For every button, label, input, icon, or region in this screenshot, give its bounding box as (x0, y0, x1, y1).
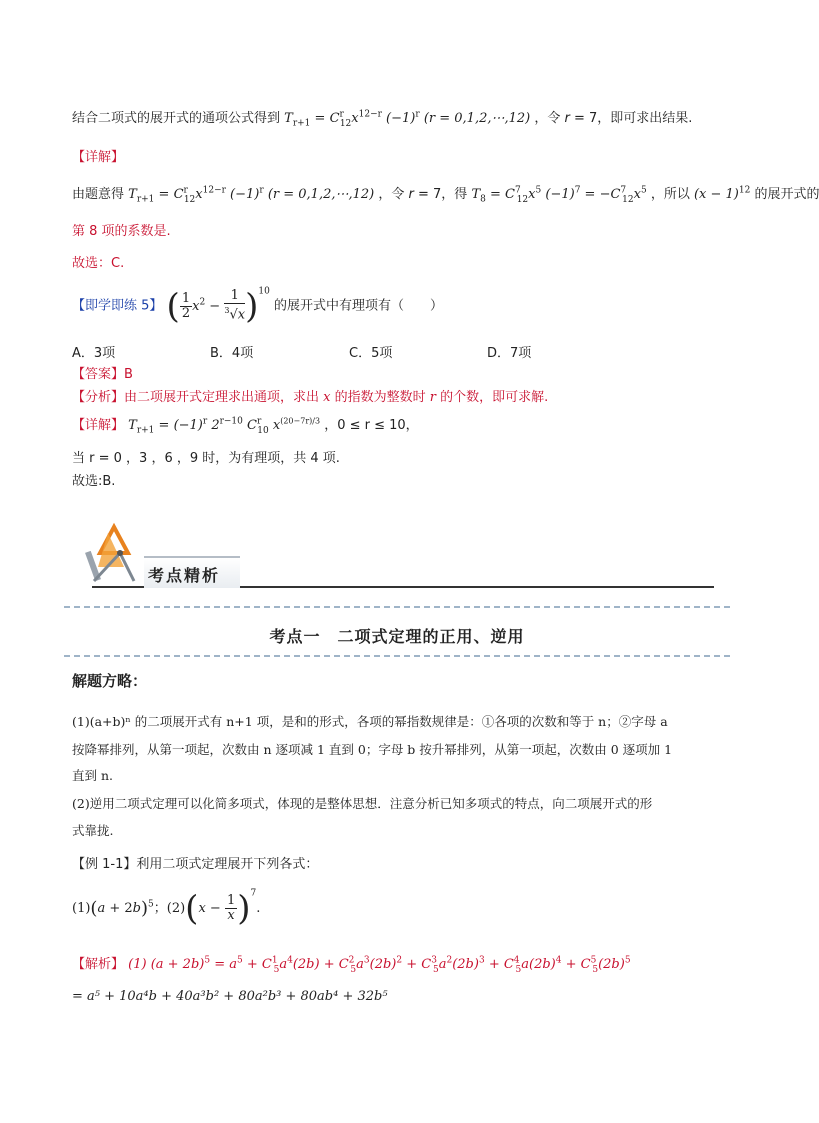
dashed-divider-top (64, 606, 730, 608)
method-title: 解题方略： (72, 672, 148, 690)
section-header-title: 考点精析 (148, 566, 221, 585)
example-expressions: $(1)(a + 2b)^5$；(2)(x − $\frac{1}{x}$ )$^7$. (72, 888, 261, 928)
detail-2-line3: 故选:B. (72, 474, 116, 489)
method-line-3: 直到 n. (72, 768, 113, 783)
analysis-label: 【分析】 (72, 390, 125, 405)
answer-value: B (124, 367, 133, 382)
intro-suffix: ，令 r = 7，即可求出结果. (534, 111, 693, 126)
example-text: 利用二项式定理展开下列各式： (136, 857, 319, 872)
solution-label: 【解析】 (72, 957, 125, 972)
solution (72, 953, 631, 975)
dashed-divider-bottom (64, 655, 730, 657)
general-term-formula: $T_{r+1} = C^r_{12}x^{12-r}$ $(-1)^r$ (r = 0,1,2,⋯,12) (284, 109, 531, 129)
detail-formula-1: $T_{r+1} = C^r_{12}x^{12-r}$ $(-1)^r$ (r = 0,1,2,⋯,12) (128, 185, 375, 205)
detail-2-formula: $T_{r+1} = (-1)^r$ $2^{r-10}$ $C^r_{10}$ $x^{(20-7r)/3}$ (128, 416, 321, 436)
exercise-expression: ( $\frac{1}{2}$ $x^2$ − $\frac{1}{^3√x}$ )$^{10}$ (166, 286, 270, 326)
solution-line-1: (1) $(a + 2b)^5 = a^5 + C^1_5a^4(2b) + C^2_5a^3(2b)^2 + C^3_5a^2(2b)^3 + C^4_5a(2b)^4 + C^5_5(2b)^5$ (128, 955, 631, 975)
exercise-suffix: 的展开式中有理项有（ ） (273, 298, 443, 314)
option-b: B．4项 (210, 346, 254, 361)
detail-mid: ，令 r = 7，得 (378, 187, 468, 202)
option-c: C．5项 (349, 346, 393, 361)
method-line-2: 按降幂排列，从第一项起，次数由 n 逐项减 1 直到 0；字母 b 按升幂排列，从第一项起，次数由 0 逐项加 1 (72, 742, 673, 757)
solution-line-2: = a⁵ + 10a⁴b + 40a³b² + 80a²b³ + 80ab⁴ + 32b⁵ (72, 989, 388, 1004)
detail-2-range: ，0 ≤ r ≤ 10， (324, 418, 419, 433)
method-line-1: (1)(a+b)ⁿ 的二项展开式有 n+1 项，是和的形式，各项的幂指数规律是：①各项的次数和等于 n；②字母 a (72, 714, 668, 729)
ruler-compass-icon (84, 523, 144, 585)
detail-prefix: 由题意得 (72, 187, 125, 202)
option-d: D．7项 (487, 346, 532, 361)
exercise-label: 【即学即练 5】 (72, 298, 163, 314)
detail-paragraph-1 (72, 183, 819, 205)
detail-label-2: 【详解】 (72, 418, 125, 433)
detail-paragraph-1-line2: 第 8 项的系数是. (72, 224, 171, 239)
answer-2 (72, 363, 133, 382)
section-title: 考点一 二项式定理的正用、逆用 (269, 627, 525, 646)
intro-paragraph (72, 107, 692, 129)
example-1-1 (72, 853, 318, 872)
method-line-4: (2)逆用二项式定理可以化简多项式，体现的是整体思想．注意分析已知多项式的特点，向二项展开式的形 (72, 796, 653, 811)
exercise-5 (72, 286, 443, 326)
detail-2 (72, 414, 419, 436)
analysis (72, 386, 548, 405)
detail-label-1: 【详解】 (72, 150, 125, 165)
option-a: A．3项 (72, 346, 116, 361)
detail-formula-2: $T_8 = C^7_{12}x^5$ $(-1)^7 = -C^7_{12}x^5$ (471, 185, 647, 205)
intro-prefix: 结合二项式的展开式的通项公式得到 (72, 111, 281, 126)
detail-tail: ，所以 $(x - 1)^{12}$ 的展开式的 (650, 185, 819, 202)
example-label: 【例 1-1】 (72, 857, 137, 872)
analysis-text: 由二项展开式定理求出通项，求出 x 的指数为整数时 r 的个数，即可求解. (124, 390, 549, 405)
detail-2-line2: 当 r = 0 ，3 ，6 ，9 时，为有理项，共 4 项. (72, 451, 340, 466)
method-line-5: 式靠拢. (72, 823, 114, 838)
answer-label: 【答案】 (72, 367, 125, 382)
answer-choice-1: 故选：C. (72, 256, 125, 271)
